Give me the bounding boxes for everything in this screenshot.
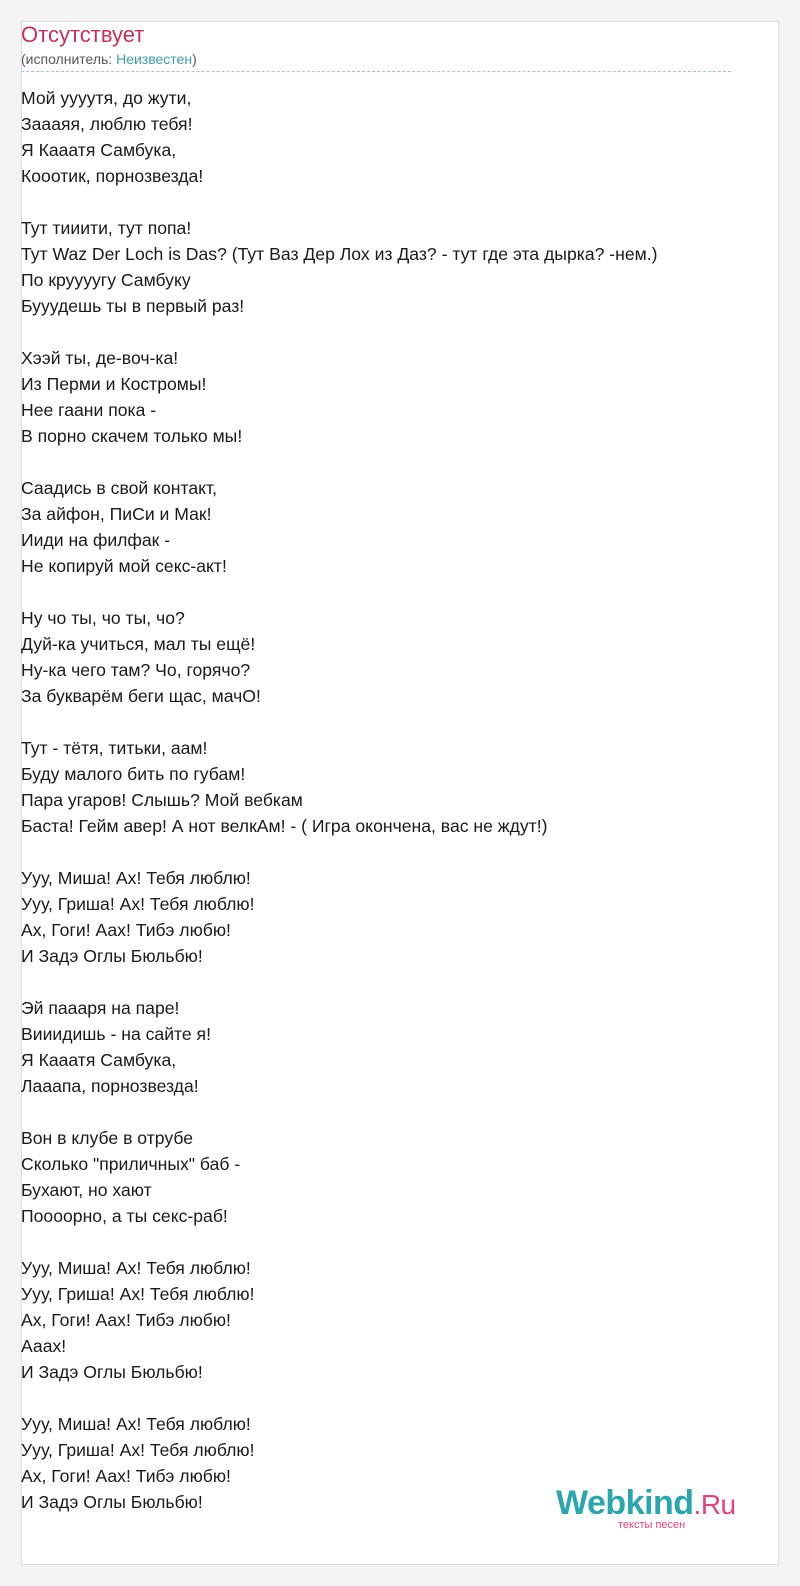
lyric-line: Ууу, Миша! Ах! Тебя люблю! [21,1414,251,1434]
site-logo[interactable] [556,1484,766,1534]
stanza [21,475,657,579]
logo-main-text: Webkind [556,1484,694,1522]
lyric-line: Саадись в свой контакт, [21,478,218,498]
lyric-line: Вон в клубе в отрубе [21,1128,194,1148]
lyric-line: Мой уууутя, до жути, [21,88,192,108]
stanza-gap [21,579,657,605]
lyric-line: Бухают, но хают [21,1180,152,1200]
artist-link[interactable]: Неизвестен [116,51,193,67]
lyric-line: Из Перми и Костромы! [21,374,207,394]
lyric-line: Ну-ка чего там? Чо, горячо? [21,660,251,680]
lyric-line: Ууу, Гриша! Ах! Тебя люблю! [21,894,255,914]
lyric-line: Бууудешь ты в первый раз! [21,296,245,316]
artist-prefix: (исполнитель: [21,51,117,67]
song-title: Отсутствует [21,22,145,47]
lyric-line: Пара угаров! Слышь? Мой вебкам [21,790,303,810]
stanza [21,85,657,189]
artist-line [21,50,197,68]
lyric-line: Ах, Гоги! Аах! Тибэ любю! [21,1310,231,1330]
lyric-line: Тут - тётя, титьки, аам! [21,738,208,758]
lyric-line: Не копируй мой секс-акт! [21,556,227,576]
lyric-line: Буду малого бить по губам! [21,764,246,784]
lyric-line: И Задэ Оглы Бюльбю! [21,946,203,966]
lyric-line: Я Кааатя Самбука, [21,140,177,160]
lyric-line: Дуй-ка учиться, мал ты ещё! [21,634,256,654]
stanza [21,995,657,1099]
lyric-line: Тут Waz Der Loch is Das? (Тут Ваз Дер Лох из Даз? - тут где эта дырка? -нем.) [21,244,658,264]
artist-suffix: ) [192,51,197,67]
lyric-line: Ах, Гоги! Аах! Тибэ любю! [21,1466,231,1486]
lyric-line: За букварём беги щас, мачО! [21,686,261,706]
stanza [21,865,657,969]
lyric-line: Лааапа, порнозвезда! [21,1076,199,1096]
lyric-line: Сколько "приличных" баб - [21,1154,241,1174]
stanza-gap [21,839,657,865]
stanza [21,1125,657,1229]
stanza-gap [21,189,657,215]
lyric-line: В порно скачем только мы! [21,426,243,446]
stanza-gap [21,969,657,995]
lyrics-text [21,85,657,1515]
lyric-line: Ну чо ты, чо ты, чо? [21,608,185,628]
lyric-line: Кооотик, порнозвезда! [21,166,204,186]
stanza-gap [21,709,657,735]
stanza-gap [21,1229,657,1255]
logo-tagline: тексты песен [618,1519,686,1531]
lyric-line: Тут тииити, тут попа! [21,218,192,238]
lyric-line: Эй паааря на паре! [21,998,180,1018]
lyric-line: Вииидишь - на сайте я! [21,1024,211,1044]
lyric-line: И Задэ Оглы Бюльбю! [21,1492,203,1512]
stanza [21,735,657,839]
lyric-line: По круууугу Самбуку [21,270,191,290]
lyric-line: Заааяя, люблю тебя! [21,114,193,134]
stanza [21,1255,657,1385]
lyric-line: Ииди на филфак - [21,530,171,550]
stanza-gap [21,449,657,475]
lyric-line: Ууу, Миша! Ах! Тебя люблю! [21,868,251,888]
lyric-line: Ах, Гоги! Аах! Тибэ любю! [21,920,231,940]
lyric-line: Поооорно, а ты секс-раб! [21,1206,228,1226]
lyric-line: Баста! Гейм авер! А нот велкАм! - ( Игра окончена, вас не ждут!) [21,816,548,836]
lyric-line: Ааах! [21,1336,67,1356]
stanza [21,345,657,449]
logo-tld: .Ru [693,1489,736,1520]
lyric-line: Ууу, Миша! Ах! Тебя люблю! [21,1258,251,1278]
stanza [21,215,657,319]
stanza-gap [21,319,657,345]
logo-wordmark [556,1484,736,1524]
stanza-gap [21,1385,657,1411]
lyric-line: И Задэ Оглы Бюльбю! [21,1362,203,1382]
lyric-line: Я Кааатя Самбука, [21,1050,177,1070]
lyric-line: За айфон, ПиСи и Мак! [21,504,212,524]
lyric-line: Ууу, Гриша! Ах! Тебя люблю! [21,1440,255,1460]
lyric-line: Нее гаани пока - [21,400,157,420]
stanza [21,605,657,709]
lyric-line: Ууу, Гриша! Ах! Тебя люблю! [21,1284,255,1304]
title-divider [21,71,731,72]
lyric-line: Хээй ты, де-воч-ка! [21,348,179,368]
stanza-gap [21,1099,657,1125]
